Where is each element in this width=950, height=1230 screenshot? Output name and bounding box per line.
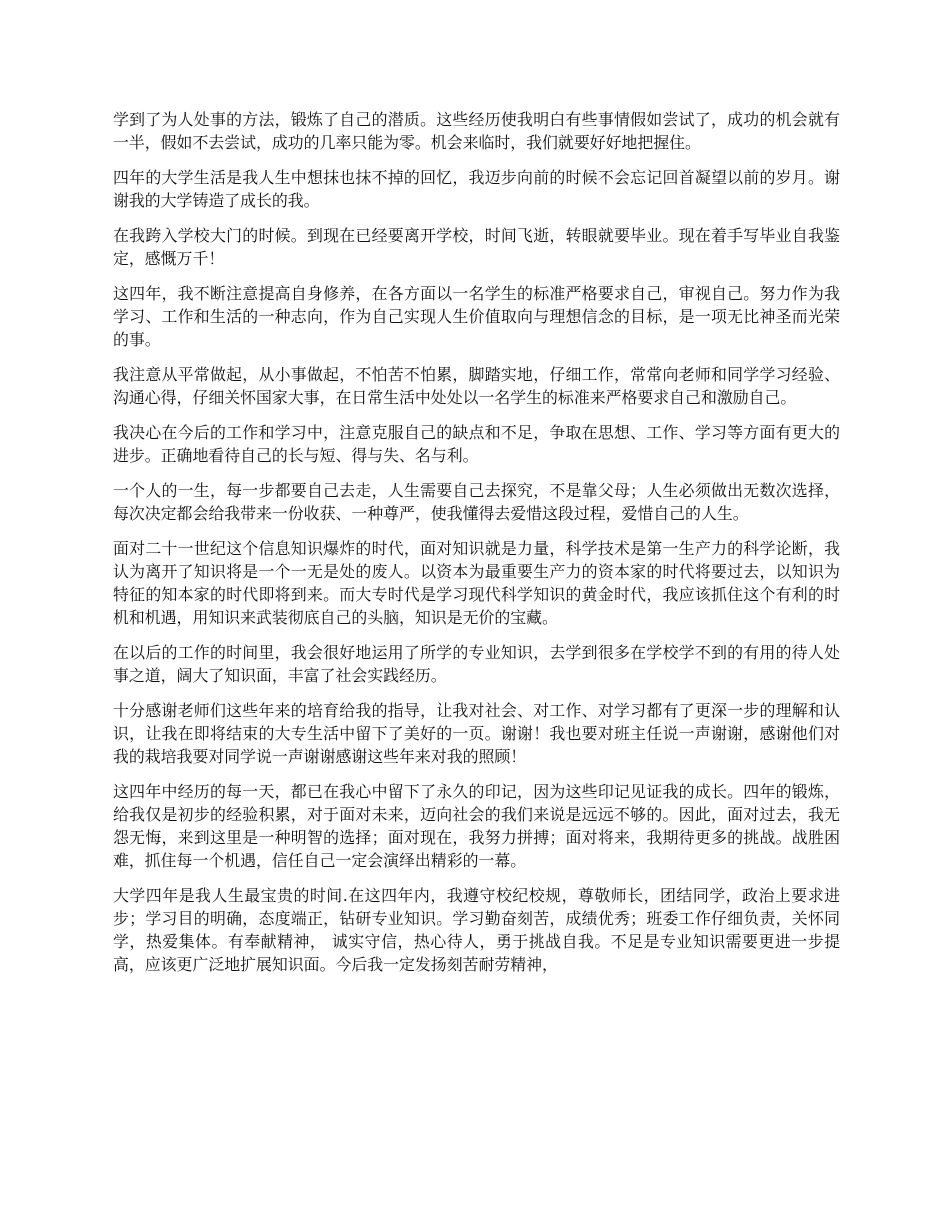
paragraph-8: 面对二十一世纪这个信息知识爆炸的时代，面对知识就是力量，科学技术是第一生产力的科学论断，我认为离开了知识将是一个一无是处的废人。以资本为最重要生产力的资本家的时代将要过去，以知识为特征的知本家的时代即将到来。而大专时代是学习现代科学知识的黄金时代，我应该抓住这个有利的时机和机遇，用知识来武装彻底自己的头脑，知识是无价的宝藏。	[113, 539, 840, 627]
paragraph-2: 四年的大学生活是我人生中想抹也抹不掉的回忆，我迈步向前的时候不会忘记回首凝望以前的岁月。谢谢我的大学铸造了成长的我。	[113, 168, 840, 210]
document-body	[113, 108, 840, 988]
paragraph-6: 我决心在今后的工作和学习中，注意克服自己的缺点和不足，争取在思想、工作、学习等方面有更大的进步。正确地看待自己的长与短、得与失、名与利。	[113, 423, 840, 465]
paragraph-12: 大学四年是我人生最宝贵的时间.在这四年内，我遵守校纪校规，尊敬师长，团结同学，政治上要求进步；学习目的明确，态度端正，钻研专业知识。学习勤奋刻苦，成绩优秀；班委工作仔细负责，关怀同学，热爱集体。有奉献精神， 诚实守信，热心待人，勇于挑战自我。不足是专业知识需要更进一步提高，应该更广泛地扩展知识面。今后我一定发扬刻苦耐劳精神，	[113, 886, 840, 974]
paragraph-10: 十分感谢老师们这些年来的培育给我的指导，让我对社会、对工作、对学习都有了更深一步的理解和认识，让我在即将结束的大专生活中留下了美好的一页。谢谢！我也要对班主任说一声谢谢，感谢他们对我的栽培我要对同学说一声谢谢感谢这些年来对我的照顾！	[113, 701, 840, 766]
paragraph-1: 学到了为人处事的方法，锻炼了自己的潜质。这些经历使我明白有些事情假如尝试了，成功的机会就有一半，假如不去尝试，成功的几率只能为零。机会来临时，我们就要好好地把握住。	[113, 110, 840, 152]
paragraph-9: 在以后的工作的时间里，我会很好地运用了所学的专业知识，去学到很多在学校学不到的有用的待人处事之道，阔大了知识面，丰富了社会实践经历。	[113, 643, 840, 685]
paragraph-11: 这四年中经历的每一天，都已在我心中留下了永久的印记，因为这些印记见证我的成长。四年的锻炼，给我仅是初步的经验积累，对于面对未来，迈向社会的我们来说是远远不够的。因此，面对过去，我无怨无悔，来到这里是一种明智的选择；面对现在，我努力拼搏；面对将来，我期待更多的挑战。战胜困难，抓住每一个机遇，信任自己一定会演绎出精彩的一幕。	[113, 782, 840, 870]
paragraph-7: 一个人的一生，每一步都要自己去走，人生需要自己去探究，不是靠父母；人生必须做出无数次选择，每次决定都会给我带来一份收获、一种尊严，使我懂得去爱惜这段过程，爱惜自己的人生。	[113, 481, 840, 523]
paragraph-5: 我注意从平常做起，从小事做起，不怕苦不怕累，脚踏实地，仔细工作，常常向老师和同学学习经验、沟通心得，仔细关怀国家大事，在日常生活中处处以一名学生的标准来严格要求自己和激励自己。	[113, 365, 840, 407]
paragraph-4: 这四年，我不断注意提高自身修养，在各方面以一名学生的标准严格要求自己，审视自己。努力作为我学习、工作和生活的一种志向，作为自己实现人生价值取向与理想信念的目标，是一项无比神圣而光荣的事。	[113, 284, 840, 349]
paragraph-3: 在我跨入学校大门的时候。到现在已经要离开学校，时间飞逝，转眼就要毕业。现在着手写毕业自我鉴定，感慨万千！	[113, 226, 840, 268]
